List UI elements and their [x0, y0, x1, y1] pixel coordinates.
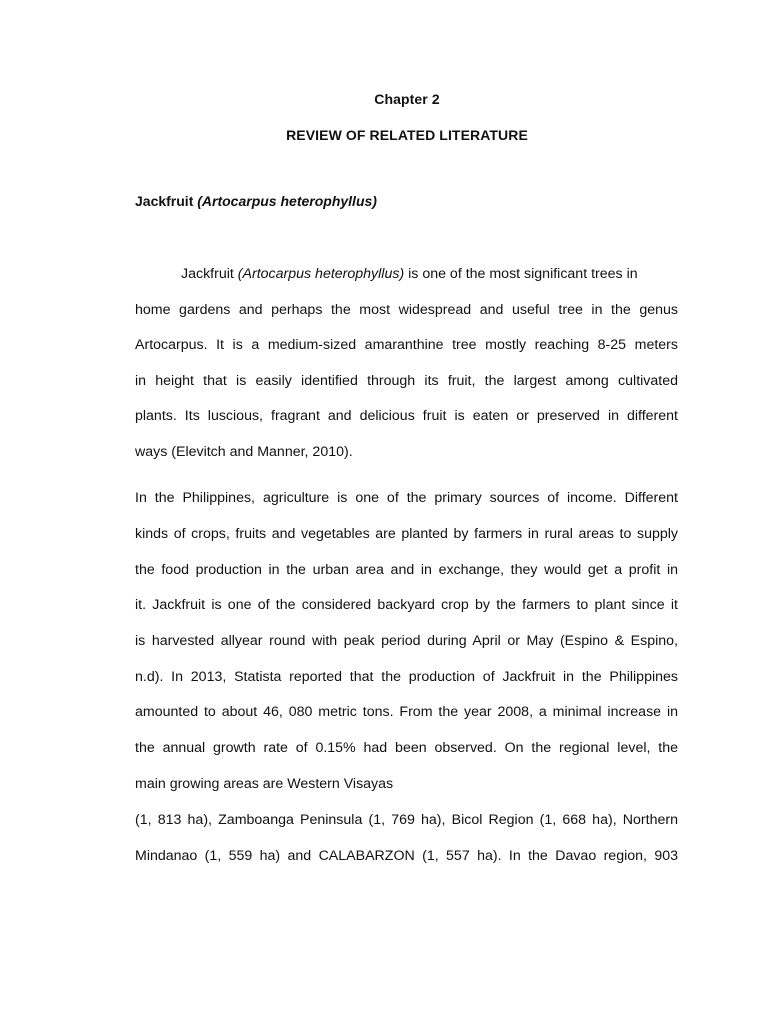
chapter-label: Chapter 2	[374, 91, 440, 107]
paragraph-2-line-11: Mindanao (1, 559 ha) and CALABARZON (1, 557 ha). In the Davao region, 903	[135, 848, 678, 864]
paragraph-2-line-5: is harvested allyear round with peak period during April or May (Espino & Espino,	[135, 633, 678, 649]
paragraph-1-line-5: plants. Its luscious, fragrant and delicious fruit is eaten or preserved in different	[135, 408, 678, 424]
paragraph-1-line-3: Artocarpus. It is a medium-sized amaranthine tree mostly reaching 8-25 meters	[135, 337, 678, 353]
paragraph-2-line-2: kinds of crops, fruits and vegetables are planted by farmers in rural areas to supply	[135, 526, 678, 542]
section-heading-plain: Jackfruit	[135, 193, 194, 209]
section-heading-scientific: (Artocarpus heterophyllus)	[197, 193, 377, 209]
p1-line1-pre: Jackfruit	[181, 266, 234, 282]
paragraph-1-line-4: in height that is easily identified through its fruit, the largest among cultivated	[135, 373, 678, 389]
paragraph-1-line-1	[181, 265, 678, 283]
p1-line1-scientific: (Artocarpus heterophyllus)	[237, 266, 405, 282]
paragraph-2-line-10: (1, 813 ha), Zamboanga Peninsula (1, 769 ha), Bicol Region (1, 668 ha), Northern	[135, 812, 678, 828]
paragraph-1-line-2: home gardens and perhaps the most widespread and useful tree in the genus	[135, 302, 678, 318]
paragraph-1-line-6: ways (Elevitch and Manner, 2010).	[135, 444, 353, 460]
paragraph-2-line-8: the annual growth rate of 0.15% had been observed. On the regional level, the	[135, 740, 678, 756]
section-heading	[135, 193, 377, 209]
paragraph-2-line-7: amounted to about 46, 080 metric tons. From the year 2008, a minimal increase in	[135, 704, 678, 720]
paragraph-2-line-6: n.d). In 2013, Statista reported that the production of Jackfruit in the Philippines	[135, 669, 678, 685]
paragraph-2-line-9: main growing areas are Western Visayas	[135, 776, 394, 792]
paragraph-2-line-3: the food production in the urban area and in exchange, they would get a profit in	[135, 562, 678, 578]
paragraph-2-line-1: In the Philippines, agriculture is one of the primary sources of income. Different	[135, 490, 678, 506]
paragraph-2-line-4: it. Jackfruit is one of the considered backyard crop by the farmers to plant since it	[135, 597, 678, 613]
p1-line1-post: is one of the most significant trees in	[408, 266, 638, 282]
chapter-title: REVIEW OF RELATED LITERATURE	[286, 127, 528, 143]
